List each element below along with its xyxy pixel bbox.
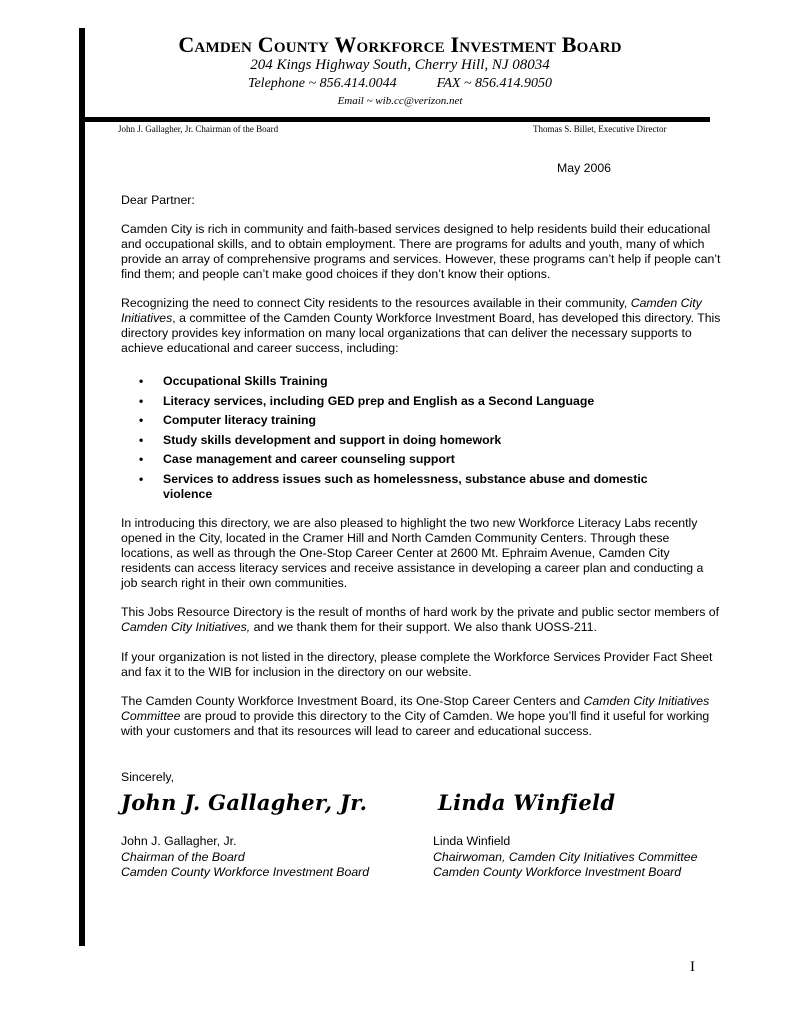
paragraph-2: [121, 296, 721, 356]
paragraph-2-italic: Camden City Initiatives: [121, 296, 702, 325]
letterhead-phone-fax: [100, 76, 700, 92]
signature-winfield: Linda Winfield: [438, 790, 616, 815]
list-item: [121, 394, 721, 409]
bullet-icon: •: [139, 432, 144, 447]
bullet-icon: •: [139, 393, 144, 408]
bullet-icon: •: [139, 452, 144, 466]
letter-date: May 2006: [557, 161, 612, 175]
signer-org: Camden County Workforce Investment Board: [121, 865, 370, 879]
paragraph-6-text-b: are proud to provide this directory to the City of Camden. We hope you’ll find it useful for working with your customers and that its resources will lead to career and educational success.: [121, 709, 710, 738]
list-item-text: Case management and career counseling support: [163, 452, 455, 466]
paragraph-6: [121, 694, 721, 739]
list-item-text: Occupational Skills Training: [163, 374, 328, 388]
signer-org: Camden County Workforce Investment Board: [433, 865, 682, 879]
bullet-icon: •: [139, 471, 144, 486]
list-item: [121, 374, 721, 389]
page-number: I: [690, 959, 695, 975]
paragraph-4: [121, 605, 721, 635]
list-item-text: Computer literacy training: [163, 413, 317, 427]
paragraph-4-text-b: and we thank them for their support. We also thank UOSS-211.: [250, 620, 597, 634]
letterhead-address: 204 Kings Highway South, Cherry Hill, NJ 08034: [250, 57, 550, 73]
bullet-icon: •: [139, 374, 144, 388]
list-item: [121, 472, 721, 502]
letterhead-director: Thomas S. Billet, Executive Director: [533, 124, 667, 134]
paragraph-2-text-a: Recognizing the need to connect City residents to the resources available in their community,: [121, 296, 631, 310]
signer-name: John J. Gallagher, Jr.: [121, 834, 237, 848]
signer-title: Chairman of the Board: [121, 849, 245, 864]
salutation: Dear Partner:: [121, 193, 195, 207]
signer-block-gallagher: [121, 834, 369, 881]
letterhead-rule: [85, 117, 710, 122]
signature-gallagher: John J. Gallagher, Jr.: [121, 790, 368, 815]
closing: Sincerely,: [121, 770, 175, 784]
bullet-icon: •: [139, 413, 144, 427]
paragraph-1: Camden City is rich in community and faith-based services designed to help residents build their educational and occupational skills, and to obtain employment. There are programs for adults and youth, many of which provide an array of comprehensive programs and services. However, these programs can’t help if people can’t find them; and people can’t make good choices if they don’t know their options.: [121, 222, 721, 281]
signer-title: Chairwoman, Camden City Initiatives Committee: [433, 849, 698, 864]
list-item-text: Literacy services, including GED prep and English as a Second Language: [163, 393, 595, 408]
list-item: [121, 433, 721, 448]
paragraph-5: If your organization is not listed in the directory, please complete the Workforce Services Provider Fact Sheet and fax it to the WIB for inclusion in the directory on our website.: [121, 650, 713, 679]
signer-block-winfield: [433, 834, 697, 881]
letterhead-chairman: John J. Gallagher, Jr. Chairman of the Board: [118, 124, 279, 134]
left-margin-bar: [79, 28, 85, 946]
paragraph-3: In introducing this directory, we are also pleased to highlight the two new Workforce Literacy Labs recently opened in the City, located in the Cramer Hill and North Camden Community Centers. Through these locations, as well as through the One-Stop Career Center at 2600 Mt. Ephraim Avenue, Camden City residents can access literacy services and receive assistance in developing a career plan and conducting a job search right in their own communities.: [121, 516, 704, 590]
paragraph-4-italic: Camden City Initiatives,: [121, 620, 251, 634]
letterhead-telephone: Telephone ~ 856.414.0044: [247, 76, 397, 91]
list-item-text: Services to address issues such as homelessness, substance abuse and domestic violence: [163, 471, 648, 501]
paragraph-6-italic: Camden City Initiatives Committee: [121, 694, 710, 723]
letterhead-title: Camden County Workforce Investment Board: [178, 32, 622, 57]
list-item: [121, 452, 721, 467]
list-item: [121, 413, 721, 428]
paragraph-2-text-b: , a committee of the Camden County Workforce Investment Board, has developed this directory. This directory provides key information on many local organizations that can deliver the necessary supports to achieve educational and career success, including:: [121, 311, 721, 355]
list-item-text: Study skills development and support in doing homework: [163, 432, 502, 447]
paragraph-4-text-a: This Jobs Resource Directory is the result of months of hard work by the private and public sector members of: [121, 605, 720, 619]
letterhead-fax: FAX ~ 856.414.9050: [436, 76, 553, 91]
paragraph-6-text-a: The Camden County Workforce Investment Board, its One-Stop Career Centers and: [121, 694, 584, 708]
services-list: [121, 374, 721, 506]
letterhead-email: Email ~ wib.cc@verizon.net: [337, 95, 463, 107]
signer-name: Linda Winfield: [433, 834, 511, 848]
